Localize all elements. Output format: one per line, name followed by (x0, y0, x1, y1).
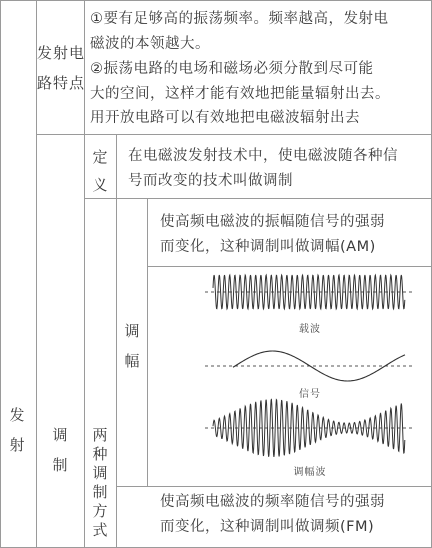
carrier-wave-figure (205, 272, 415, 312)
launch-circuit-text-line-4: 大的空间，这样才能有效地把能量辐射出去。 (90, 86, 390, 102)
section-label: 发射 (9, 406, 25, 454)
launch-circuit-label-line-2: 路特点 (37, 74, 86, 92)
fm-text-line-2: 而变化，这种调制叫做调频(FM) (160, 519, 375, 535)
col-divider-am (147, 198, 148, 486)
definition-label: 定义 (92, 148, 108, 194)
signal-caption: 信号 (299, 389, 321, 400)
definition-text-line-2: 号而改变的技术叫做调制 (128, 173, 293, 189)
am-wave-figure (205, 396, 415, 460)
launch-circuit-text-line-1: ①要有足够高的振荡频率。频率越高，发射电 (90, 11, 389, 27)
am-text-line-2: 而变化，这种调制叫做调幅(AM) (160, 239, 376, 255)
launch-circuit-text-line-5: 用开放电路可以有效地把电磁波辐射出去 (90, 110, 360, 126)
carrier-caption: 载波 (299, 324, 321, 335)
am-wave (213, 399, 405, 456)
col-divider-subcategory (84, 134, 85, 548)
am-label: 调幅 (124, 322, 140, 370)
launch-circuit-label-line-1: 发射电 (37, 44, 86, 62)
am-text-line-1: 使高频电磁波的振幅随信号的强弱 (160, 214, 385, 230)
launch-circuit-text-line-3: ②振荡电路的电场和磁场必须分散到尽可能 (90, 61, 374, 77)
carrier-wave (213, 275, 405, 309)
row-divider-am-text (147, 266, 432, 267)
row-divider-definition (84, 198, 432, 199)
am-wave-caption: 调幅波 (293, 467, 327, 478)
row-divider-fm (116, 486, 432, 487)
launch-circuit-text-line-2: 磁波的本领越大。 (90, 36, 210, 52)
col-divider-method (116, 198, 117, 548)
table-top-border (0, 0, 432, 1)
definition-text-line-1: 在电磁波发射技术中，使电磁波随各种信 (128, 148, 398, 164)
row-divider-launch (36, 134, 432, 135)
fm-text-line-1: 使高频电磁波的频率随信号的强弱 (160, 494, 385, 510)
col-divider-category (84, 0, 85, 134)
table-left-border (0, 0, 1, 548)
col-divider-definition (116, 134, 117, 198)
signal-wave-figure (205, 344, 415, 388)
methods-label: 两种调制方式 (92, 426, 108, 539)
modulation-label: 调制 (52, 426, 68, 474)
